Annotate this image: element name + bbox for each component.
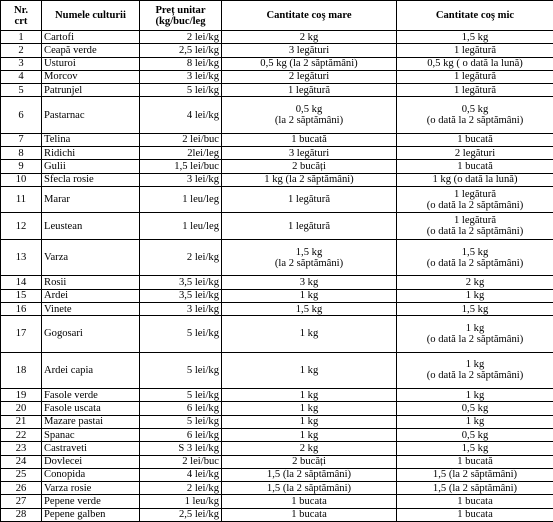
cell-big-basket: 1 kg: [222, 415, 397, 428]
cell-nr: 2: [1, 44, 42, 57]
cell-name: Ceapă verde: [42, 44, 140, 57]
cell-name: Castraveti: [42, 442, 140, 455]
cell-nr: 14: [1, 276, 42, 289]
table-row: [1, 276, 553, 289]
cell-price: 6 lei/kg: [140, 402, 222, 415]
table-row: [1, 442, 553, 455]
cell-nr: 11: [1, 186, 42, 213]
table-row: [1, 160, 553, 173]
cell-nr: 27: [1, 495, 42, 508]
table-row: [1, 402, 553, 415]
table-row: [1, 289, 553, 302]
cell-name: Sfecla rosie: [42, 173, 140, 186]
cell-big-basket: 1,5 (la 2 săptămâni): [222, 482, 397, 495]
cell-small-basket: 1 kg (o dată la 2 săptămâni): [397, 316, 553, 352]
table-row: [1, 428, 553, 441]
cell-small-basket: 1 kg: [397, 389, 553, 402]
cell-nr: 5: [1, 84, 42, 97]
table-row: [1, 70, 553, 83]
cell-big-basket: 1 bucată: [222, 133, 397, 146]
table-row: [1, 84, 553, 97]
cell-nr: 19: [1, 389, 42, 402]
cell-name: Leustean: [42, 213, 140, 240]
cell-big-basket: 1,5 kg (la 2 săptămâni): [222, 239, 397, 275]
table-row: [1, 455, 553, 468]
cell-price: 4 lei/kg: [140, 468, 222, 481]
cell-big-basket: 3 legături: [222, 147, 397, 160]
cell-price: 2 lei/buc: [140, 133, 222, 146]
cell-price: 2 lei/kg: [140, 31, 222, 44]
cell-nr: 21: [1, 415, 42, 428]
cell-price: 5 lei/kg: [140, 415, 222, 428]
cell-nr: 7: [1, 133, 42, 146]
cell-small-basket: 1,5 kg (o dată la 2 săptămâni): [397, 239, 553, 275]
cell-name: Usturoi: [42, 57, 140, 70]
cell-price: 3,5 lei/kg: [140, 289, 222, 302]
header-nr: Nr. crt: [1, 1, 42, 31]
table-row: [1, 97, 553, 133]
cell-name: Cartofi: [42, 31, 140, 44]
cell-small-basket: 0,5 kg ( o dată la lună): [397, 57, 553, 70]
table-row: [1, 239, 553, 275]
cell-small-basket: 1,5 (la 2 săptămâni): [397, 468, 553, 481]
cell-price: 1 leu/leg: [140, 213, 222, 240]
cell-name: Mazare pastai: [42, 415, 140, 428]
table-row: [1, 173, 553, 186]
cell-big-basket: 1 legătură: [222, 213, 397, 240]
cell-price: 3,5 lei/kg: [140, 276, 222, 289]
cell-name: Pastarnac: [42, 97, 140, 133]
cell-price: 3 lei/kg: [140, 302, 222, 315]
cell-small-basket: 0,5 kg: [397, 402, 553, 415]
cell-nr: 24: [1, 455, 42, 468]
header-row: [1, 1, 553, 31]
cell-small-basket: 1,5 kg: [397, 442, 553, 455]
cell-small-basket: 2 kg: [397, 276, 553, 289]
cell-small-basket: 1 kg: [397, 415, 553, 428]
cell-nr: 8: [1, 147, 42, 160]
cell-nr: 22: [1, 428, 42, 441]
cell-big-basket: 2 bucăți: [222, 160, 397, 173]
table-row: [1, 495, 553, 508]
cell-big-basket: 1 bucata: [222, 508, 397, 521]
cell-small-basket: 1 kg (o dată la 2 săptămâni): [397, 352, 553, 388]
table-row: [1, 316, 553, 352]
cell-small-basket: 1 bucată: [397, 455, 553, 468]
cell-name: Telina: [42, 133, 140, 146]
header-big-basket: Cantitate coş mare: [222, 1, 397, 31]
table-body: [1, 31, 553, 522]
cell-small-basket: 1 bucată: [397, 160, 553, 173]
cell-small-basket: 1,5 kg: [397, 302, 553, 315]
cell-nr: 1: [1, 31, 42, 44]
cell-small-basket: 1 legătură (o dată la 2 săptămâni): [397, 186, 553, 213]
cell-big-basket: 1 kg: [222, 389, 397, 402]
cell-price: 1,5 lei/buc: [140, 160, 222, 173]
cell-small-basket: 2 legături: [397, 147, 553, 160]
cell-small-basket: 1 legătură: [397, 84, 553, 97]
cell-big-basket: 0,5 kg (la 2 săptămâni): [222, 97, 397, 133]
cell-name: Dovlecei: [42, 455, 140, 468]
cell-price: S 3 lei/kg: [140, 442, 222, 455]
cell-price: 5 lei/kg: [140, 316, 222, 352]
cell-name: Ridichi: [42, 147, 140, 160]
cell-nr: 10: [1, 173, 42, 186]
cell-small-basket: 1 kg (o dată la lună): [397, 173, 553, 186]
table-row: [1, 213, 553, 240]
cell-nr: 26: [1, 482, 42, 495]
header-small-basket: Cantitate coş mic: [397, 1, 553, 31]
table-row: [1, 415, 553, 428]
cell-big-basket: 1,5 kg: [222, 302, 397, 315]
table-row: [1, 57, 553, 70]
cell-price: 5 lei/kg: [140, 84, 222, 97]
header-name: Numele culturii: [42, 1, 140, 31]
table-row: [1, 302, 553, 315]
table-row: [1, 352, 553, 388]
cell-small-basket: 1 legătură: [397, 70, 553, 83]
cell-big-basket: 2 kg: [222, 442, 397, 455]
cell-nr: 20: [1, 402, 42, 415]
cell-price: 2lei/leg: [140, 147, 222, 160]
cell-price: 5 lei/kg: [140, 352, 222, 388]
cell-price: 3 lei/kg: [140, 70, 222, 83]
cell-small-basket: 0,5 kg: [397, 428, 553, 441]
cell-small-basket: 1,5 (la 2 săptămâni): [397, 482, 553, 495]
cell-big-basket: 1 kg: [222, 352, 397, 388]
cell-big-basket: 1 bucata: [222, 495, 397, 508]
cell-nr: 25: [1, 468, 42, 481]
cell-nr: 3: [1, 57, 42, 70]
cell-small-basket: 1 bucata: [397, 495, 553, 508]
cell-big-basket: 1 kg: [222, 428, 397, 441]
cell-big-basket: 0,5 kg (la 2 săptămâni): [222, 57, 397, 70]
cell-small-basket: 0,5 kg (o dată la 2 săptămâni): [397, 97, 553, 133]
cell-name: Varza rosie: [42, 482, 140, 495]
cell-big-basket: 1 kg (la 2 săptămâni): [222, 173, 397, 186]
cell-small-basket: 1,5 kg: [397, 31, 553, 44]
cell-small-basket: 1 legătură (o dată la 2 săptămâni): [397, 213, 553, 240]
cell-big-basket: 2 legături: [222, 70, 397, 83]
cell-name: Fasole uscata: [42, 402, 140, 415]
table-row: [1, 133, 553, 146]
cell-name: Rosii: [42, 276, 140, 289]
cell-nr: 13: [1, 239, 42, 275]
cell-nr: 23: [1, 442, 42, 455]
cell-price: 2,5 lei/kg: [140, 44, 222, 57]
cell-small-basket: 1 legătură: [397, 44, 553, 57]
table-row: [1, 44, 553, 57]
table-row: [1, 389, 553, 402]
cell-price: 2 lei/kg: [140, 482, 222, 495]
cell-name: Marar: [42, 186, 140, 213]
table-row: [1, 186, 553, 213]
cell-name: Gogosari: [42, 316, 140, 352]
cell-big-basket: 3 kg: [222, 276, 397, 289]
cell-big-basket: 1,5 (la 2 săptămâni): [222, 468, 397, 481]
cell-big-basket: 2 kg: [222, 31, 397, 44]
cell-big-basket: 1 kg: [222, 289, 397, 302]
cell-nr: 12: [1, 213, 42, 240]
cell-nr: 16: [1, 302, 42, 315]
cell-nr: 17: [1, 316, 42, 352]
cell-nr: 18: [1, 352, 42, 388]
cell-price: 6 lei/kg: [140, 428, 222, 441]
cell-big-basket: 1 legătură: [222, 84, 397, 97]
cell-big-basket: 3 legături: [222, 44, 397, 57]
cell-price: 8 lei/kg: [140, 57, 222, 70]
cell-nr: 6: [1, 97, 42, 133]
cell-name: Gulii: [42, 160, 140, 173]
cell-name: Ardei: [42, 289, 140, 302]
cell-name: Vinete: [42, 302, 140, 315]
cell-price: 2 lei/buc: [140, 455, 222, 468]
cell-big-basket: 1 kg: [222, 402, 397, 415]
cell-name: Fasole verde: [42, 389, 140, 402]
cell-price: 1 leu/leg: [140, 186, 222, 213]
cell-name: Pepene verde: [42, 495, 140, 508]
cell-small-basket: 1 bucată: [397, 133, 553, 146]
cell-price: 5 lei/kg: [140, 389, 222, 402]
cell-nr: 4: [1, 70, 42, 83]
cell-name: Spanac: [42, 428, 140, 441]
cell-small-basket: 1 kg: [397, 289, 553, 302]
cell-name: Ardei capia: [42, 352, 140, 388]
cell-nr: 15: [1, 289, 42, 302]
cell-big-basket: 1 legătură: [222, 186, 397, 213]
cell-nr: 28: [1, 508, 42, 521]
cell-name: Varza: [42, 239, 140, 275]
cell-name: Pepene galben: [42, 508, 140, 521]
cell-price: 4 lei/kg: [140, 97, 222, 133]
cell-big-basket: 2 bucăți: [222, 455, 397, 468]
cell-nr: 9: [1, 160, 42, 173]
cell-big-basket: 1 kg: [222, 316, 397, 352]
cell-price: 2 lei/kg: [140, 239, 222, 275]
cell-price: 1 leu/kg: [140, 495, 222, 508]
cell-name: Patrunjel: [42, 84, 140, 97]
table-row: [1, 482, 553, 495]
cell-name: Morcov: [42, 70, 140, 83]
table-row: [1, 31, 553, 44]
header-price: Preț unitar (kg/buc/leg: [140, 1, 222, 31]
table-row: [1, 508, 553, 521]
cell-price: 3 lei/kg: [140, 173, 222, 186]
table-row: [1, 147, 553, 160]
table-row: [1, 468, 553, 481]
cell-name: Conopida: [42, 468, 140, 481]
cell-small-basket: 1 bucata: [397, 508, 553, 521]
cell-price: 2,5 lei/kg: [140, 508, 222, 521]
